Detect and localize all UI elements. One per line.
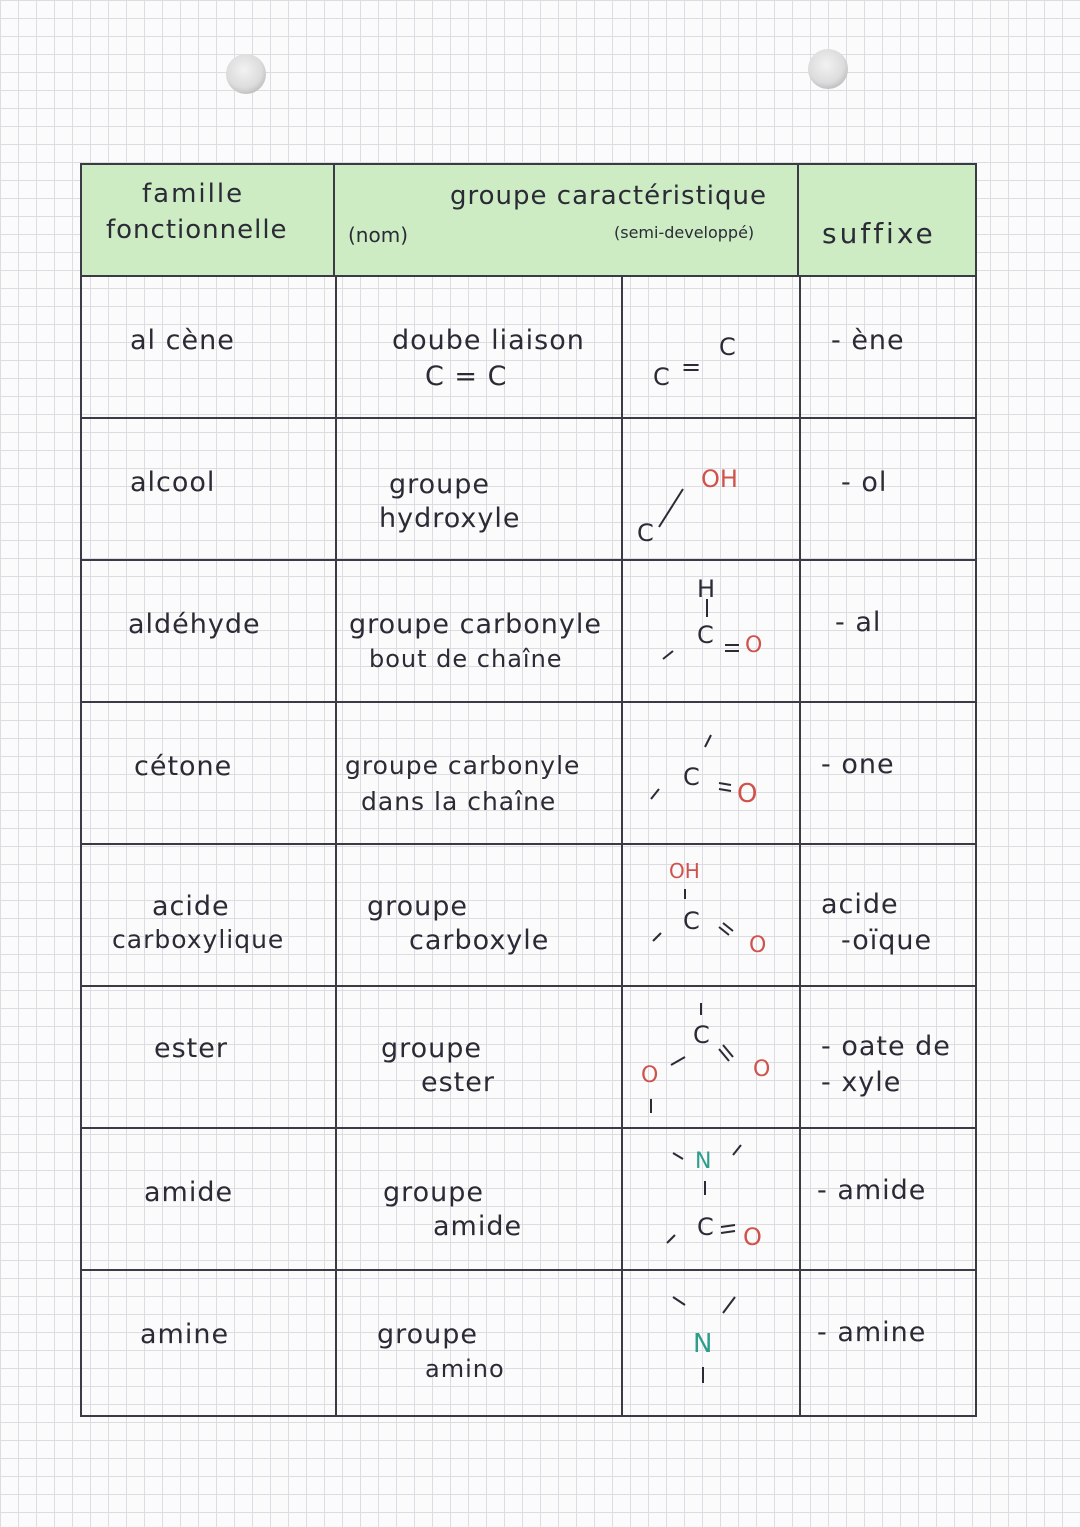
nom-cell-line1: groupe (381, 1033, 483, 1064)
functional-groups-table (80, 163, 977, 1417)
table-row (82, 561, 975, 703)
nom-cell-line1: groupe (367, 891, 469, 922)
formula-aldehyde: H C O (623, 561, 799, 701)
nom-cell-line1: groupe carbonyle (345, 751, 581, 780)
nom-cell-line2: C = C (425, 361, 508, 392)
nom-cell-line1: doube liaison (392, 325, 585, 356)
punch-hole-right (808, 49, 848, 89)
header-groupe-semi: (semi-developpé) (614, 223, 755, 242)
nom-cell-line2: ester (421, 1067, 495, 1098)
famille-cell-line1: acide (152, 891, 230, 922)
nom-cell-line1: groupe (383, 1177, 485, 1208)
formula-alcene: C = C (653, 333, 736, 391)
table-row (82, 1271, 975, 1415)
suffixe-cell: - ol (841, 467, 888, 498)
nom-cell-line2: bout de chaîne (369, 645, 563, 673)
formula-cetone: C O (623, 703, 799, 843)
suffixe-cell-line2: - xyle (821, 1067, 902, 1098)
header-suffixe: suffixe (822, 217, 936, 250)
header-groupe-title: groupe caractéristique (450, 181, 767, 211)
famille-cell: alcool (130, 467, 216, 498)
nom-cell-line1: groupe (389, 469, 491, 500)
nom-cell-line2: carboxyle (409, 925, 550, 956)
table-row (82, 1129, 975, 1271)
suffixe-cell: - ène (831, 325, 905, 356)
famille-cell-line2: carboxylique (112, 925, 285, 954)
famille-cell: al cène (130, 325, 235, 356)
nom-cell-line2: dans la chaîne (361, 787, 557, 816)
formula-amide: N C O (623, 1129, 799, 1269)
suffixe-cell-line1: acide (821, 889, 899, 920)
nom-cell-line1: groupe carbonyle (349, 609, 602, 640)
formula-ester: C O O (641, 1021, 771, 1088)
punch-hole-left (226, 54, 266, 94)
table-header (82, 165, 975, 277)
nom-cell-line2: amino (425, 1355, 505, 1383)
famille-cell: cétone (134, 751, 233, 782)
header-groupe-nom: (nom) (348, 223, 408, 247)
table-row (82, 703, 975, 845)
formula-alcool: OH C (637, 465, 738, 547)
suffixe-cell-line1: - oate de (821, 1031, 951, 1062)
famille-cell: amide (144, 1177, 234, 1208)
table-row (82, 845, 975, 987)
suffixe-cell: - amide (817, 1175, 927, 1206)
famille-cell: amine (140, 1319, 230, 1350)
famille-cell: aldéhyde (128, 609, 261, 640)
suffixe-cell: - amine (817, 1317, 927, 1348)
suffixe-cell: - one (821, 749, 895, 780)
nom-cell-line1: groupe (377, 1319, 479, 1350)
suffixe-cell: - al (835, 607, 882, 638)
header-famille-line1: famille (142, 179, 245, 209)
table-row (82, 419, 975, 561)
famille-cell: ester (154, 1033, 228, 1064)
formula-acide: OH C O (623, 845, 799, 985)
nom-cell-line2: amide (433, 1211, 523, 1242)
suffixe-cell-line2: -oïque (841, 925, 933, 956)
nom-cell-line2: hydroxyle (379, 503, 521, 534)
table-row (82, 987, 975, 1129)
table-row (82, 277, 975, 419)
formula-amine: N (623, 1271, 799, 1415)
header-famille-line2: fonctionnelle (106, 215, 288, 245)
